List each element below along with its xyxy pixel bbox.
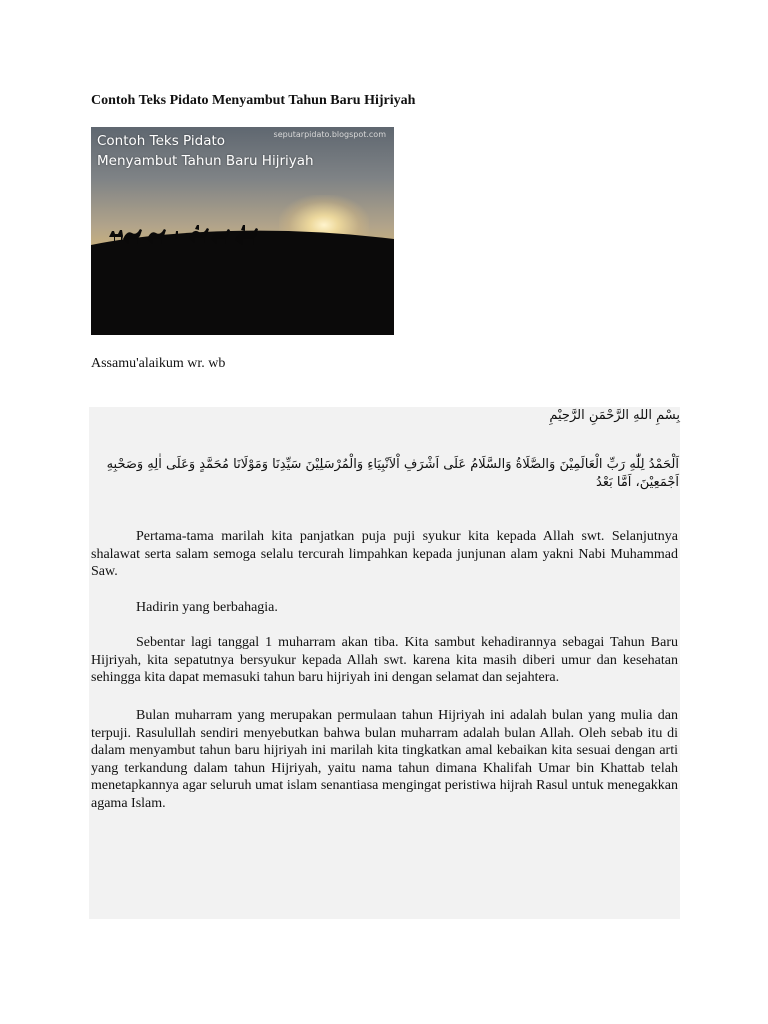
image-caption-line1: Contoh Teks Pidato [97, 133, 226, 149]
paragraph-3: Sebentar lagi tanggal 1 muharram akan tiba. Kita sambut kehadirannya sebagai Tahun Baru Hijriyah, kita sepatutnya bersyukur kepada Allah swt. karena kita masih diberi umur dan kesehatan sehingga kita dapat memasuki tahun baru hijriyah ini dengan selamat dan sejahtera. [91, 635, 678, 686]
image-watermark: seputarpidato.blogspot.com [273, 130, 386, 139]
paragraph-1: Pertama-tama marilah kita panjatkan puja puji syukur kita kepada Allah swt. Selanjutnya shalawat serta salam semoga selalu tercurah limpahkan kepada junjunan alam yakni Nabi Muhammad Saw. [91, 529, 678, 580]
basmala: بِسْمِ اللهِ الرَّحْمَنِ الرَّحِيْمِ [549, 408, 680, 423]
desert-silhouette [91, 225, 394, 335]
paragraph-2: Hadirin yang berbahagia. [136, 600, 278, 615]
paragraph-4: Bulan muharram yang merupakan permulaan tahun Hijriyah ini adalah bulan yang mulia dan terpuji. Rasulullah sendiri menyebutkan bahwa bulan muharram adalah bulan Allah. Oleh sebab itu di dalam menyambut tahun baru hijriyah ini marilah kita tingkatkan amal kebaikan kita sesuai dengan arti yang terkandung dalam tahun Hijriyah, yaitu nama tahun dimana Khalifah Umar bin Khattab telah menetapkannya agar seluruh umat islam senantiasa mengingat peristiwa hijrah Rasul untuk menegakkan agama Islam. [91, 708, 678, 811]
greeting: Assamu'alaikum wr. wb [91, 356, 226, 371]
document-title: Contoh Teks Pidato Menyambut Tahun Baru Hijriyah [91, 93, 416, 108]
arabic-opening: اَلْحَمْدُ لِلّٰهِ رَبِّ الْعَالَمِيْنَ وَالصَّلَاةُ وَالسَّلَامُ عَلَى اَشْرَفِ اْلاَنْبِيَاءِ وَالْمُرْسَلِيْنَ سَيِّدِنَا وَمَوْلَانَا مُحَمَّدٍ وَعَلَى اٰلِهِ وَصَحْبِهِ اَجْمَعِيْنَ، اَمَّا بَعْدُ [106, 457, 679, 490]
hero-image-camel-caravan [91, 127, 394, 335]
image-caption-line2: Menyambut Tahun Baru Hijriyah [97, 153, 314, 169]
